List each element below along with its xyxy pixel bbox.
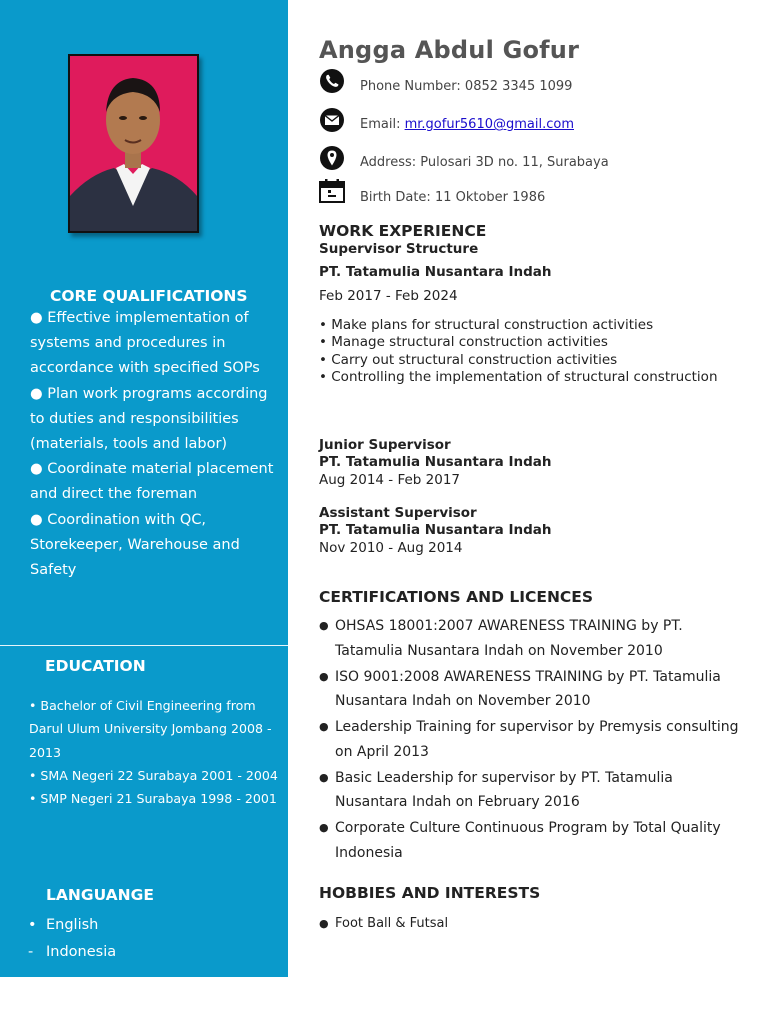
job-entry	[319, 437, 739, 489]
hobbies-list	[319, 913, 448, 934]
list-item: ● Coordinate material placement and direct the foreman	[30, 461, 274, 503]
list-item: ● Plan work programs according to duties and responsibilities (materials, tools and labor)	[30, 385, 268, 453]
certifications-list	[319, 614, 739, 867]
list-item	[319, 715, 739, 764]
birth-date-line	[360, 190, 545, 205]
education-list	[29, 694, 279, 810]
job-title: Assistant Supervisor	[319, 505, 477, 521]
bullet: -	[28, 944, 34, 960]
language-label: Indonesia	[46, 944, 117, 960]
job-entry	[319, 505, 739, 557]
sidebar-divider	[0, 645, 288, 646]
calendar-icon	[319, 178, 345, 204]
language-label: English	[46, 917, 99, 933]
list-item	[319, 816, 739, 865]
job-company: PT. Tatamulia Nusantara Indah	[319, 522, 552, 539]
job-entry	[319, 241, 739, 304]
job-company: PT. Tatamulia Nusantara Indah	[319, 454, 552, 471]
bullet: •	[28, 917, 37, 933]
core-qualifications-list	[30, 306, 285, 583]
phone-value: 0852 3345 1099	[464, 79, 573, 94]
list-item: • SMA Negeri 22 Surabaya 2001 - 2004	[29, 767, 278, 783]
list-item	[28, 939, 116, 966]
list-item	[319, 614, 739, 663]
birth-value: 11 Oktober 1986	[434, 190, 546, 205]
language-list	[28, 912, 116, 966]
sidebar	[0, 0, 288, 977]
birth-label: Birth Date:	[360, 190, 435, 205]
certifications-heading: CERTIFICATIONS AND LICENCES	[319, 588, 594, 606]
phone-label: Phone Number:	[360, 79, 465, 94]
bullet: ●	[319, 619, 329, 632]
list-item: • Bachelor of Civil Engineering from Darul Ulum University Jombang 2008 - 2013	[29, 698, 272, 760]
work-experience-heading: WORK EXPERIENCE	[319, 222, 487, 240]
email-line	[360, 117, 574, 132]
certification-text: OHSAS 18001:2007 AWARENESS TRAINING by PT. Tatamulia Nusantara Indah on November 2010	[335, 618, 683, 659]
email-link[interactable]: mr.gofur5610@gmail.com	[404, 117, 574, 132]
job-period: Aug 2014 - Feb 2017	[319, 471, 461, 488]
job-company: PT. Tatamulia Nusantara Indah	[319, 264, 552, 280]
list-item: ● Coordination with QC, Storekeeper, Warehouse and Safety	[30, 511, 240, 579]
certification-text: Leadership Training for supervisor by Premysis consulting on April 2013	[335, 719, 739, 760]
certification-text: Basic Leadership for supervisor by PT. Tatamulia Nusantara Indah on February 2016	[335, 769, 673, 811]
language-heading: LANGUANGE	[46, 886, 154, 904]
list-item: • Carry out structural construction activities	[319, 351, 618, 368]
hobbies-heading: HOBBIES AND INTERESTS	[319, 884, 541, 902]
hobby-text: Foot Ball & Futsal	[335, 916, 449, 931]
list-item	[28, 912, 116, 939]
address-value: Pulosari 3D no. 11, Surabaya	[420, 155, 609, 170]
list-item	[319, 766, 739, 815]
certification-text: ISO 9001:2008 AWARENESS TRAINING by PT. Tatamulia Nusantara Indah on November 2010	[335, 668, 721, 710]
bullet: ●	[319, 720, 329, 734]
list-item	[319, 665, 739, 714]
list-item: ● Effective implementation of systems and procedures in accordance with specified SOPs	[30, 310, 260, 377]
job-period: Nov 2010 - Aug 2014	[319, 539, 463, 556]
list-item: • Controlling the implementation of structural construction	[319, 368, 718, 385]
list-item: • Manage structural construction activities	[319, 334, 608, 351]
candidate-name: Angga Abdul Gofur	[319, 36, 580, 64]
job-period: Feb 2017 - Feb 2024	[319, 288, 458, 304]
location-pin-icon	[319, 145, 345, 171]
core-qualifications-heading: CORE QUALIFICATIONS	[50, 287, 248, 305]
list-item: • SMP Negeri 21 Surabaya 1998 - 2001	[29, 791, 277, 807]
address-label: Address:	[360, 155, 421, 170]
bullet: ●	[319, 770, 329, 784]
list-item	[319, 913, 448, 934]
job-duties	[319, 317, 719, 386]
email-label: Email:	[360, 117, 405, 132]
certification-text: Corporate Culture Continuous Program by Total Quality Indonesia	[335, 820, 721, 861]
bullet: ●	[319, 821, 329, 835]
bullet: ●	[319, 917, 329, 930]
profile-photo	[68, 54, 199, 233]
address-line	[360, 155, 609, 170]
mail-icon	[319, 107, 345, 133]
list-item: • Make plans for structural construction activities	[319, 317, 654, 333]
bullet: ●	[319, 669, 329, 683]
education-heading: EDUCATION	[45, 657, 146, 675]
job-title: Junior Supervisor	[319, 437, 451, 453]
job-title: Supervisor Structure	[319, 241, 479, 257]
phone-icon	[319, 68, 345, 94]
phone-line	[360, 79, 572, 94]
